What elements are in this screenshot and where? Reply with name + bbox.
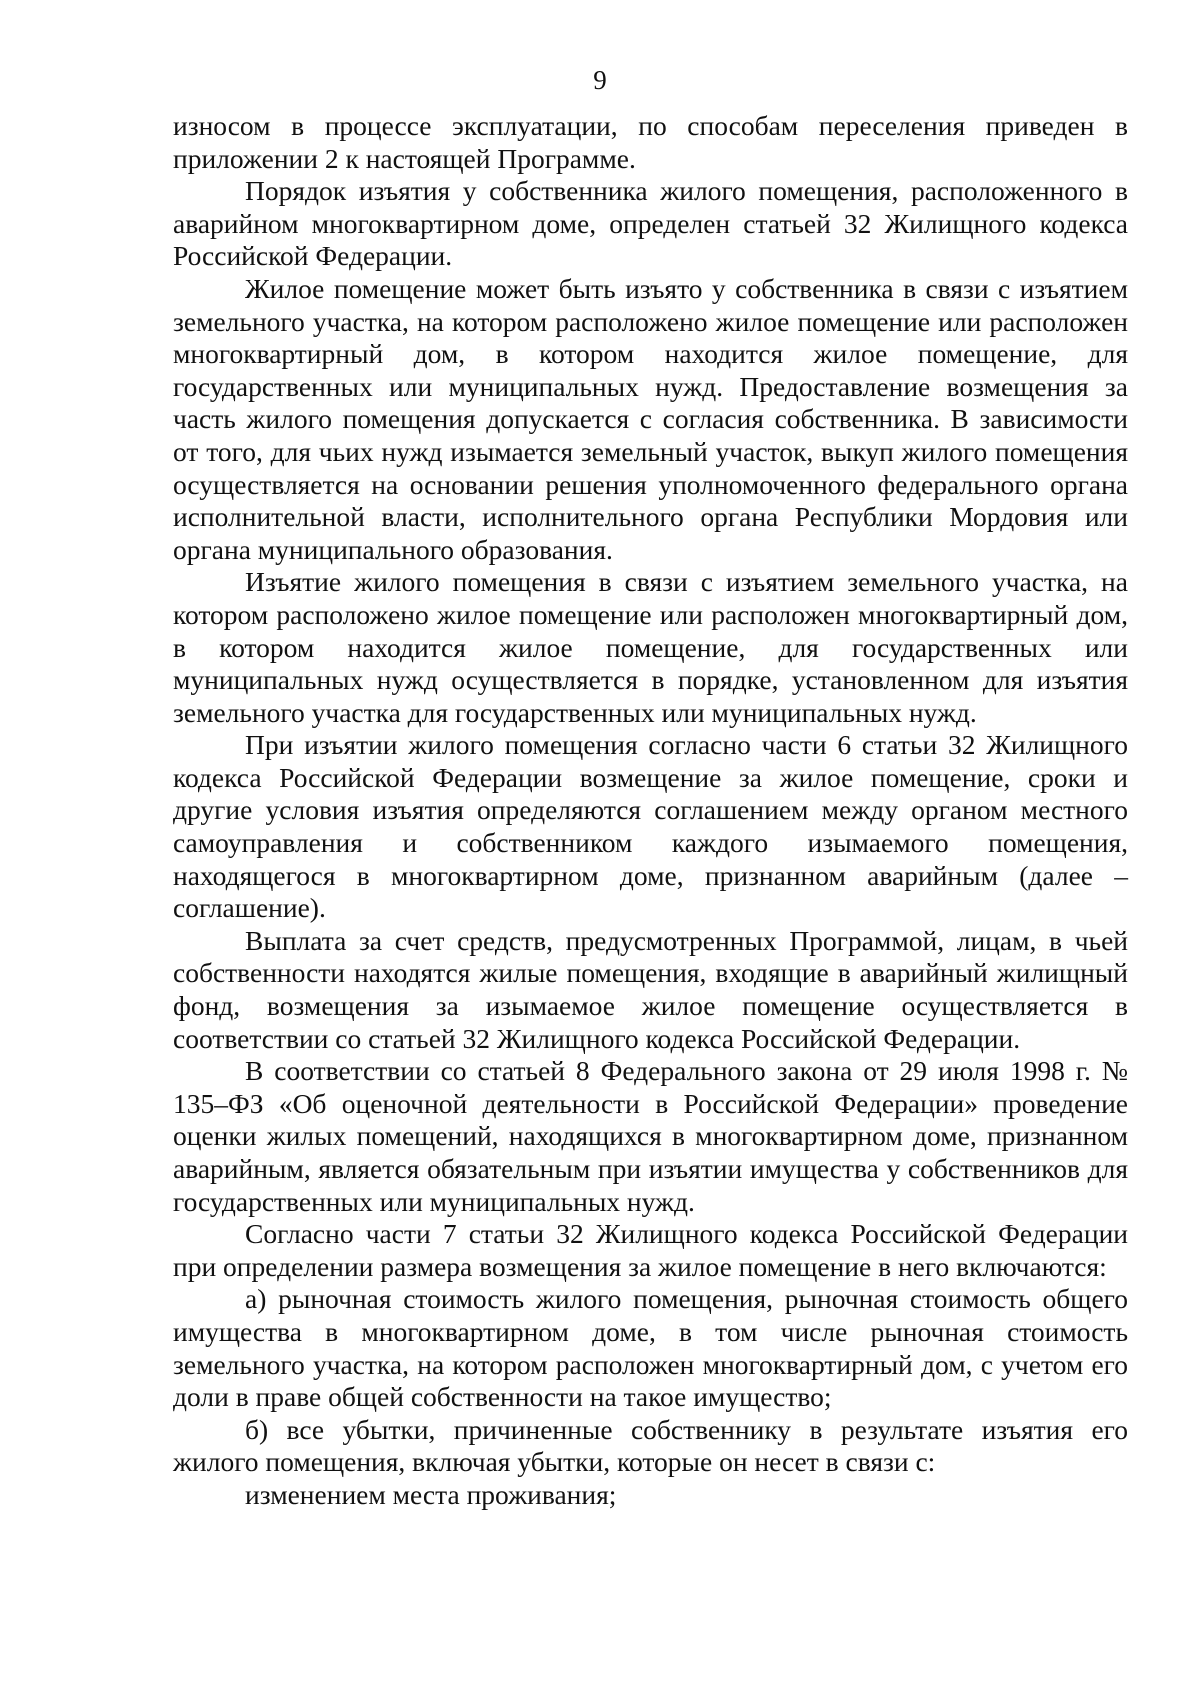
- paragraph-seizure-procedure: Порядок изъятия у собственника жилого помещения, расположенного в аварийном многоквартирном доме, определен статьей 32 Жилищного кодекса Российской Федерации.: [173, 175, 1128, 272]
- page-number: 9: [593, 65, 607, 95]
- list-item-a: а) рыночная стоимость жилого помещения, рыночная стоимость общего имущества в многоквартирном доме, в том числе рыночная стоимость земельного участка, на котором расположен многоквартирный дом, с учетом его доли в праве общей собственности на такое имущество;: [173, 1283, 1128, 1413]
- document-body: [173, 110, 1128, 1512]
- paragraph-seizure-grounds: Жилое помещение может быть изъято у собственника в связи с изъятием земельного участка, на котором расположено жилое помещение или расположен многоквартирный дом, в котором находится жилое помещение, для государственных или муниципальных нужд. Предоставление возмещения за часть жилого помещения допускается с согласия собственника. В зависимости от того, для чьих нужд изымается земельный участок, выкуп жилого помещения осуществляется на основании решения уполномоченного федерального органа исполнительной власти, исполнительного органа Республики Мордовия или органа муниципального образования.: [173, 272, 1128, 565]
- paragraph-continuation: износом в процессе эксплуатации, по способам переселения приведен в приложении 2 к настоящей Программе.: [173, 110, 1128, 174]
- paragraph-agreement-terms: При изъятии жилого помещения согласно части 6 статьи 32 Жилищного кодекса Российской Федерации возмещение за жилое помещение, сроки и другие условия изъятия определяются соглашением между органом местного самоуправления и собственником каждого изымаемого помещения, находящегося в многоквартирном доме, признанном аварийным (далее – соглашение).: [173, 729, 1128, 924]
- paragraph-payment: Выплата за счет средств, предусмотренных Программой, лицам, в чьей собственности находятся жилые помещения, входящие в аварийный жилищный фонд, возмещения за изымаемое жилое помещение осуществляется в соответствии со статьей 32 Жилищного кодекса Российской Федерации.: [173, 924, 1128, 1054]
- paragraph-seizure-with-land: Изъятие жилого помещения в связи с изъятием земельного участка, на котором расположено жилое помещение или расположен многоквартирный дом, в котором находится жилое помещение, для государственных или муниципальных нужд осуществляется в порядке, установленном для изъятия земельного участка для государственных или муниципальных нужд.: [173, 566, 1128, 728]
- paragraph-compensation-includes: Согласно части 7 статьи 32 Жилищного кодекса Российской Федерации при определении размера возмещения за жилое помещение в него включаются:: [173, 1218, 1128, 1282]
- list-item-residence-change: изменением места проживания;: [245, 1478, 617, 1510]
- paragraph-valuation-law: В соответствии со статьей 8 Федерального закона от 29 июля 1998 г. № 135–ФЗ «Об оценочной деятельности в Российской Федерации» проведение оценки жилых помещений, находящихся в многоквартирном доме, признанном аварийным, является обязательным при изъятии имущества у собственников для государственных или муниципальных нужд.: [173, 1055, 1128, 1217]
- list-item-b: б) все убытки, причиненные собственнику в результате изъятия его жилого помещения, включая убытки, которые он несет в связи с:: [173, 1413, 1128, 1478]
